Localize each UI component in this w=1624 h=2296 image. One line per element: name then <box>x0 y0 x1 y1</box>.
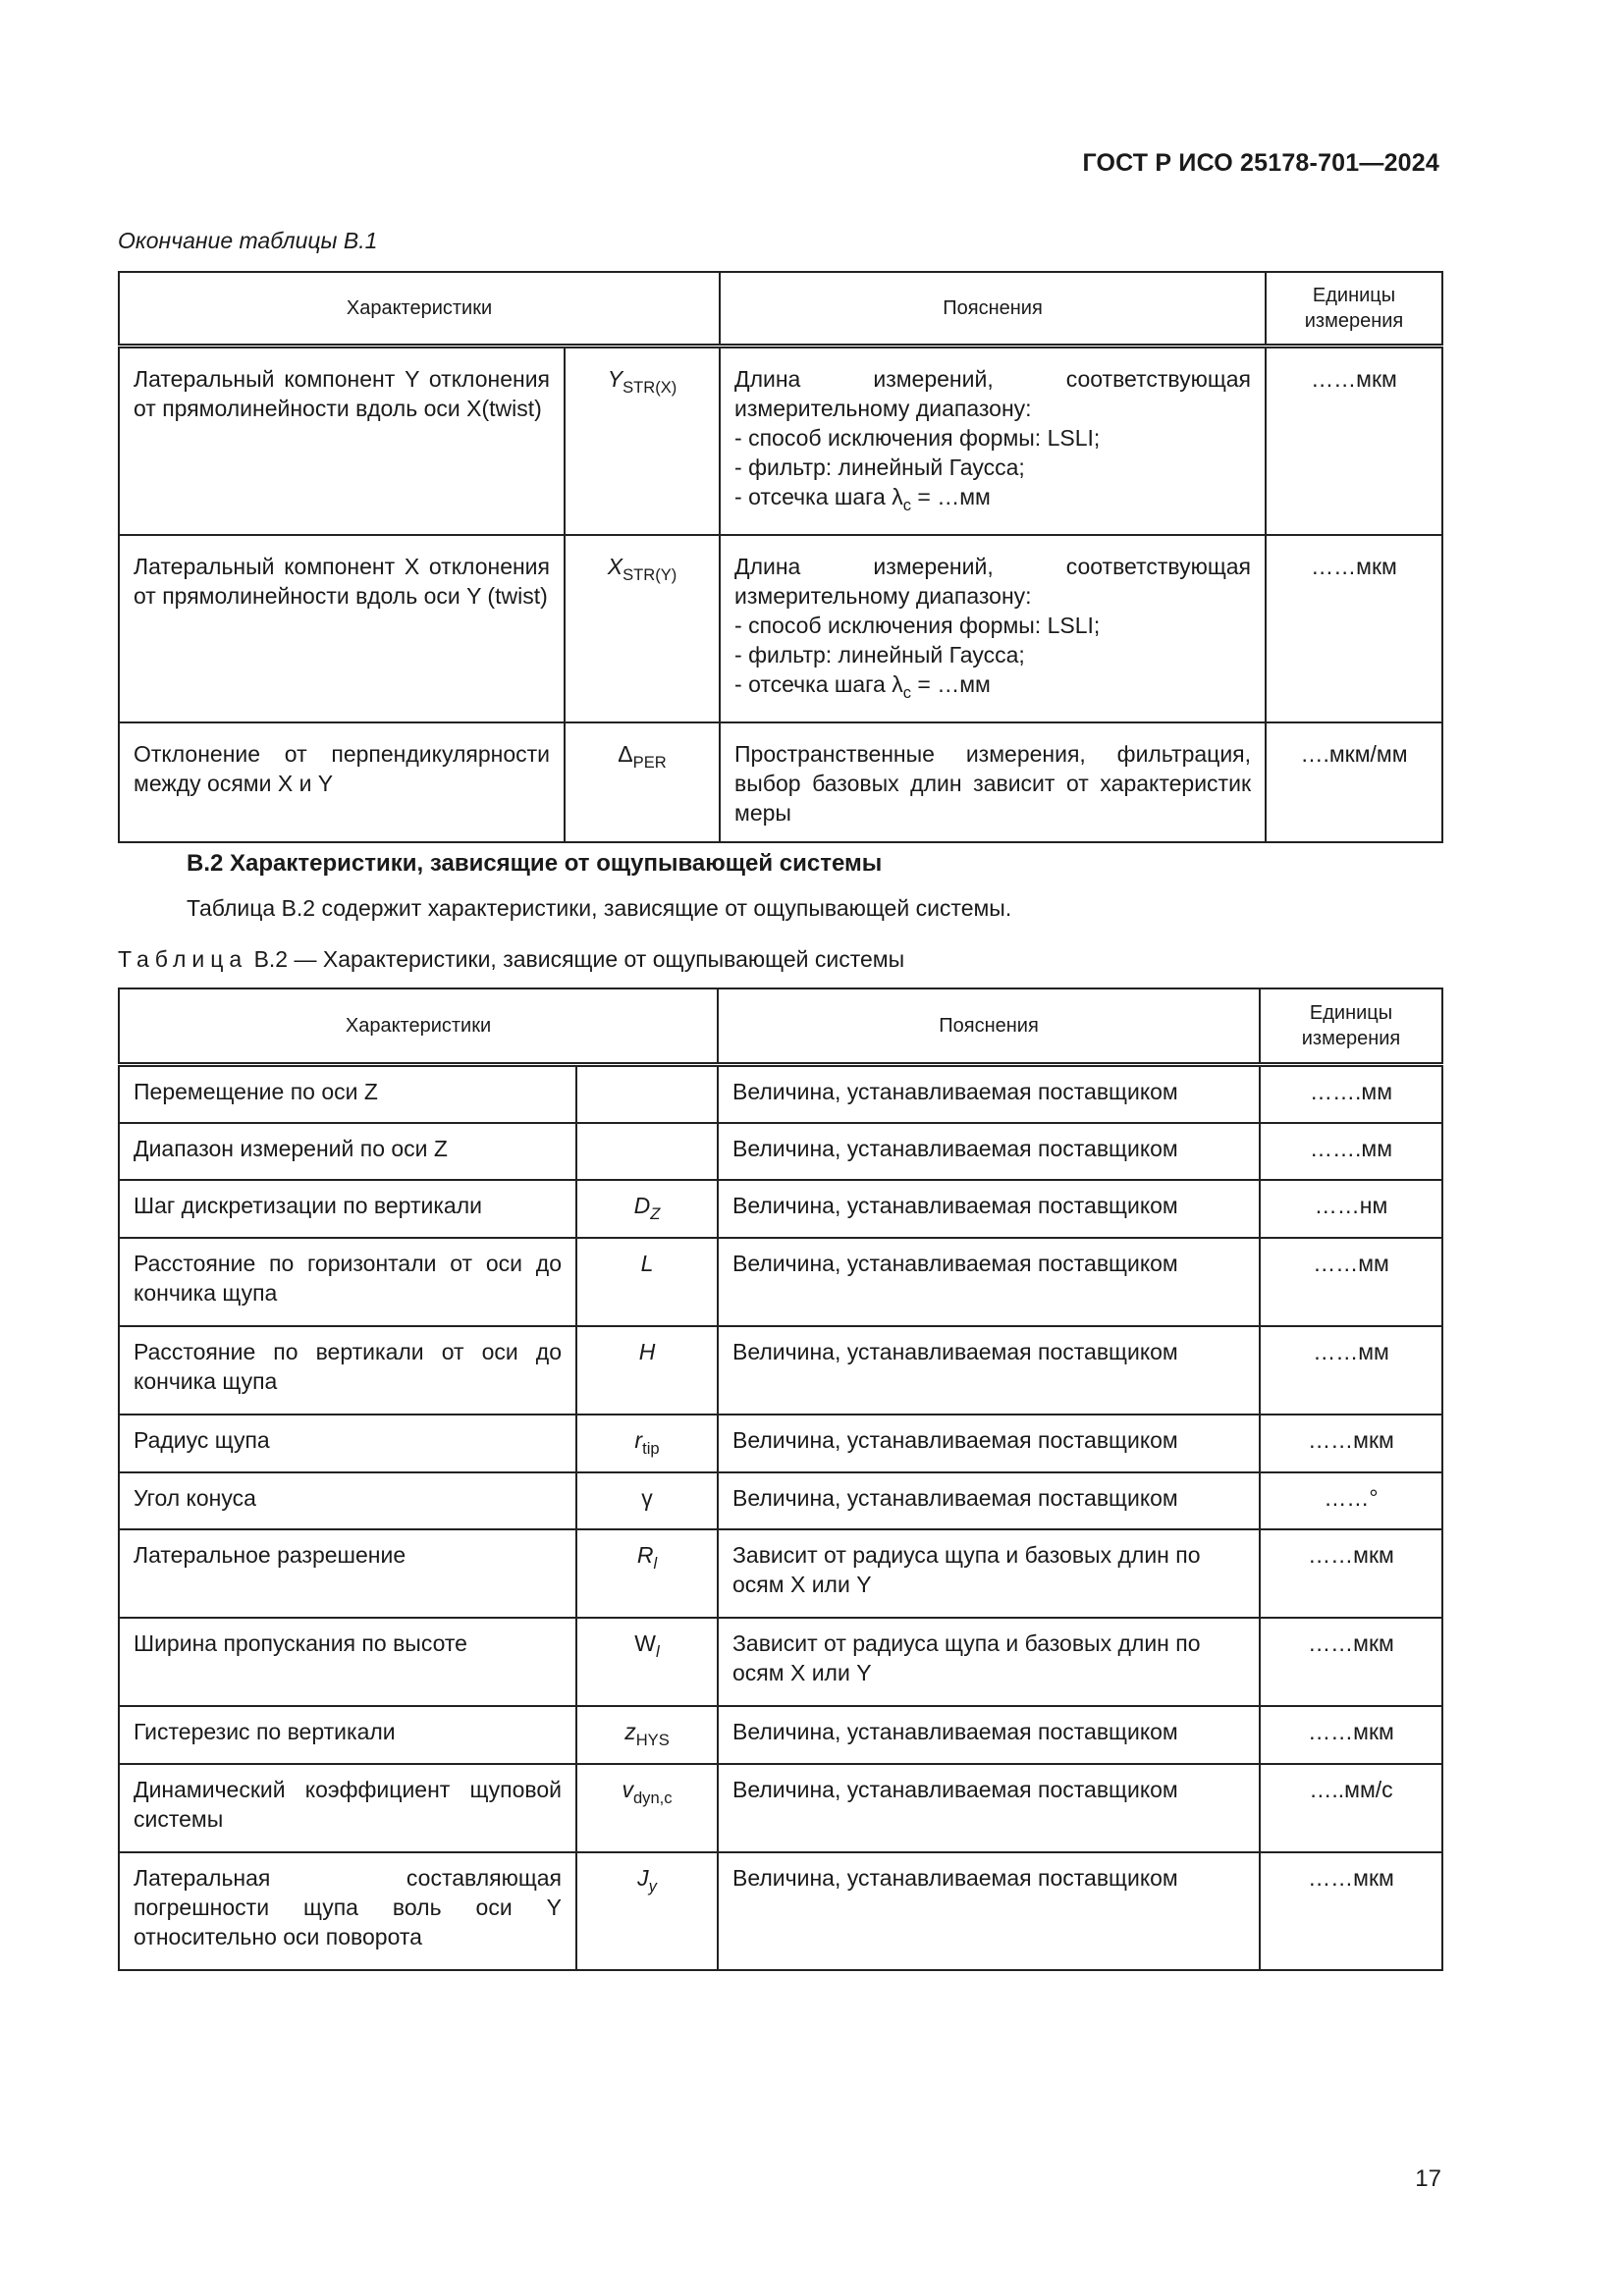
table-row <box>119 1852 1442 1970</box>
characteristic-name: Угол конуса <box>119 1472 576 1530</box>
symbol-main: L <box>640 1250 654 1276</box>
header-units: Единицы измерения <box>1260 988 1442 1065</box>
characteristic-explanation <box>720 535 1266 722</box>
characteristic-name: Радиус щупа <box>119 1415 576 1472</box>
table-row <box>119 1618 1442 1706</box>
section-title: В.2 Характеристики, зависящие от ощупывающей системы <box>187 850 883 877</box>
table-row <box>119 722 1442 842</box>
header-units: Единицы измерения <box>1266 272 1442 347</box>
characteristic-unit: ….мкм/мм <box>1266 722 1442 842</box>
symbol-subscript: STR(X) <box>623 377 677 397</box>
section-text: Таблица В.2 содержит характеристики, зависящие от ощупывающей системы. <box>187 895 1012 921</box>
characteristic-name: Латеральная составляющая погрешности щупа воль оси Y относительно оси поворота <box>119 1852 576 1970</box>
symbol-subscript: HYS <box>635 1731 670 1750</box>
characteristic-explanation: Величина, устанавливаемая поставщиком <box>718 1123 1260 1180</box>
characteristic-symbol <box>576 1123 718 1180</box>
header-explanations: Пояснения <box>720 272 1266 347</box>
characteristic-explanation: Величина, устанавливаемая поставщиком <box>718 1326 1260 1415</box>
symbol-main: γ <box>641 1484 653 1511</box>
symbol-subscript: PER <box>632 752 667 772</box>
page-number: 17 <box>1415 2165 1441 2192</box>
characteristic-unit: ……мкм <box>1266 535 1442 722</box>
characteristic-unit: ……мкм <box>1260 1706 1442 1764</box>
characteristic-name: Латеральный компонент X отклонения от прямолинейности вдоль оси Y (twist) <box>119 535 565 722</box>
characteristic-symbol <box>576 1852 718 1970</box>
table-header-row <box>119 988 1442 1065</box>
table-row <box>119 1123 1442 1180</box>
symbol-subscript: l <box>656 1642 660 1662</box>
symbol-main: Y <box>607 366 623 392</box>
explanation-intro: Длина измерений, соответствующая измерительному диапазону: <box>734 553 1252 609</box>
characteristic-name: Латеральное разрешение <box>119 1529 576 1618</box>
characteristic-explanation: Величина, устанавливаемая поставщиком <box>718 1472 1260 1530</box>
characteristic-symbol <box>576 1326 718 1415</box>
table-row <box>119 1238 1442 1326</box>
symbol-subscript: tip <box>642 1438 660 1458</box>
table-row <box>119 347 1442 535</box>
characteristic-explanation: Величина, устанавливаемая поставщиком <box>718 1706 1260 1764</box>
table-row <box>119 1472 1442 1530</box>
table1-caption: Окончание таблицы В.1 <box>118 228 378 253</box>
header-explanations: Пояснения <box>718 988 1260 1065</box>
header-characteristics: Характеристики <box>119 988 718 1065</box>
characteristic-unit: ……мкм <box>1260 1529 1442 1618</box>
characteristic-unit: ……мкм <box>1260 1852 1442 1970</box>
explanation-intro: Длина измерений, соответствующая измерительному диапазону: <box>734 366 1252 421</box>
table2-caption <box>118 946 904 973</box>
characteristic-symbol <box>576 1472 718 1530</box>
table-row <box>119 1764 1442 1852</box>
characteristic-unit: …..мм/с <box>1260 1764 1442 1852</box>
characteristic-unit: ……мм <box>1260 1326 1442 1415</box>
table2-caption-label: Таблица <box>118 946 248 972</box>
symbol-main: z <box>624 1719 636 1745</box>
table2-body <box>119 1065 1442 1971</box>
characteristic-name: Ширина пропускания по высоте <box>119 1618 576 1706</box>
characteristic-symbol <box>576 1238 718 1326</box>
symbol-subscript: l <box>653 1554 658 1574</box>
characteristic-explanation: Величина, устанавливаемая поставщиком <box>718 1238 1260 1326</box>
characteristic-unit: ……мкм <box>1260 1618 1442 1706</box>
list-item: - способ исключения формы: LSLI; <box>734 423 1251 453</box>
characteristic-explanation: Зависит от радиуса щупа и базовых длин по осям X или Y <box>718 1529 1260 1618</box>
symbol-main: J <box>637 1865 649 1892</box>
symbol-main: Δ <box>618 740 633 767</box>
table-row <box>119 535 1442 722</box>
symbol-main: H <box>638 1338 656 1364</box>
characteristic-name: Гистерезис по вертикали <box>119 1706 576 1764</box>
symbol-main: v <box>622 1777 633 1803</box>
table-row <box>119 1180 1442 1238</box>
characteristic-name: Расстояние по горизонтали от оси до кончика щупа <box>119 1238 576 1326</box>
symbol-main: r <box>634 1426 643 1453</box>
symbol-subscript: y <box>648 1876 657 1896</box>
characteristic-symbol <box>565 722 720 842</box>
table-row <box>119 1415 1442 1472</box>
list-item: - способ исключения формы: LSLI; <box>734 611 1251 640</box>
symbol-main: D <box>633 1193 651 1218</box>
symbol-subscript: Z <box>650 1203 661 1223</box>
cutoff-text: отсечка шага λ <box>748 484 903 509</box>
characteristic-unit: ……° <box>1260 1472 1442 1530</box>
characteristic-explanation: Величина, устанавливаемая поставщиком <box>718 1065 1260 1124</box>
characteristic-symbol <box>576 1065 718 1124</box>
characteristic-name: Латеральный компонент Y отклонения от прямолинейности вдоль оси X(twist) <box>119 347 565 535</box>
table-header-row <box>119 272 1442 347</box>
characteristic-explanation: Пространственные измерения, фильтрация, выбор базовых длин зависит от характеристик меры <box>720 722 1266 842</box>
characteristic-symbol <box>576 1529 718 1618</box>
cutoff-text: отсечка шага λ <box>748 670 903 697</box>
symbol-subscript: dyn,c <box>632 1788 673 1807</box>
characteristic-unit: ……мкм <box>1266 347 1442 535</box>
characteristic-explanation <box>720 347 1266 535</box>
symbol-subscript: STR(Y) <box>623 564 677 584</box>
characteristic-symbol <box>576 1415 718 1472</box>
cutoff-value: = …мм <box>911 670 991 697</box>
table-b2 <box>118 988 1443 1971</box>
characteristic-explanation: Зависит от радиуса щупа и базовых длин по осям X или Y <box>718 1618 1260 1706</box>
characteristic-name: Отклонение от перпендикулярности между осями X и Y <box>119 722 565 842</box>
characteristic-unit: ……нм <box>1260 1180 1442 1238</box>
characteristic-explanation: Величина, устанавливаемая поставщиком <box>718 1415 1260 1472</box>
document-code: ГОСТ Р ИСО 25178-701—2024 <box>1082 149 1439 177</box>
list-item: - фильтр: линейный Гаусса; <box>734 640 1251 669</box>
characteristic-name: Диапазон измерений по оси Z <box>119 1123 576 1180</box>
characteristic-name: Динамический коэффициент щуповой системы <box>119 1764 576 1852</box>
symbol-main: R <box>636 1542 654 1569</box>
characteristic-symbol <box>576 1618 718 1706</box>
characteristic-explanation: Величина, устанавливаемая поставщиком <box>718 1180 1260 1238</box>
table2-caption-text: В.2 — Характеристики, зависящие от ощупывающей системы <box>247 946 905 972</box>
list-item <box>734 669 1251 708</box>
table-row <box>119 1326 1442 1415</box>
characteristic-symbol <box>576 1706 718 1764</box>
table-row <box>119 1529 1442 1618</box>
characteristic-explanation: Величина, устанавливаемая поставщиком <box>718 1764 1260 1852</box>
cutoff-subscript: c <box>902 495 911 514</box>
header-characteristics: Характеристики <box>119 272 720 347</box>
characteristic-symbol <box>576 1180 718 1238</box>
symbol-main: W <box>634 1630 657 1657</box>
characteristic-unit: ……мм <box>1260 1238 1442 1326</box>
list-item <box>734 482 1251 520</box>
characteristic-symbol <box>565 347 720 535</box>
explanation-list <box>734 423 1251 520</box>
cutoff-subscript: c <box>902 682 911 702</box>
cutoff-value: = …мм <box>911 484 991 509</box>
characteristic-name: Перемещение по оси Z <box>119 1065 576 1124</box>
characteristic-unit: …….мм <box>1260 1123 1442 1180</box>
characteristic-explanation: Величина, устанавливаемая поставщиком <box>718 1852 1260 1970</box>
table-b1-end <box>118 271 1443 843</box>
table-row <box>119 1706 1442 1764</box>
explanation-list <box>734 611 1251 708</box>
characteristic-symbol <box>576 1764 718 1852</box>
list-item: - фильтр: линейный Гаусса; <box>734 453 1251 482</box>
symbol-main: X <box>607 553 623 579</box>
characteristic-unit: …….мм <box>1260 1065 1442 1124</box>
table-row <box>119 1065 1442 1124</box>
characteristic-unit: ……мкм <box>1260 1415 1442 1472</box>
characteristic-name: Шаг дискретизации по вертикали <box>119 1180 576 1238</box>
characteristic-name: Расстояние по вертикали от оси до кончика щупа <box>119 1326 576 1415</box>
characteristic-symbol <box>565 535 720 722</box>
